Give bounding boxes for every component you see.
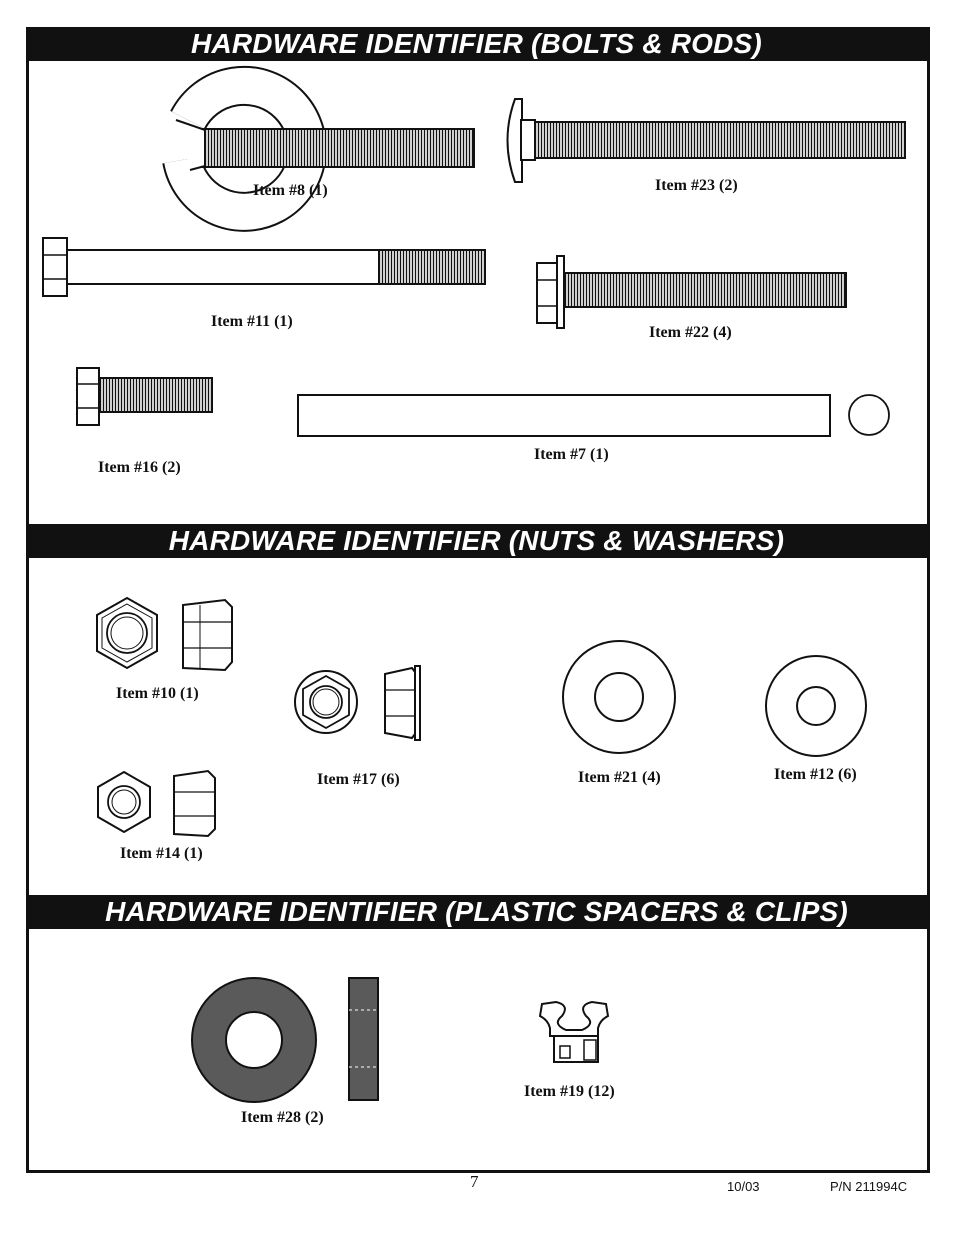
item-23-label: Item #23 (2) — [655, 177, 738, 194]
item-7-label: Item #7 (1) — [534, 446, 609, 463]
hex-bolt-long-drawing — [43, 238, 485, 296]
revision-date: 10/03 — [727, 1179, 760, 1194]
item-16-label: Item #16 (2) — [98, 459, 181, 476]
item-10-label: Item #10 (1) — [116, 685, 199, 702]
item-12-label: Item #12 (6) — [774, 766, 857, 783]
item-14-label: Item #14 (1) — [120, 845, 203, 862]
rod-drawing — [298, 395, 889, 436]
clip-drawing — [540, 1002, 608, 1062]
item-11-label: Item #11 (1) — [211, 313, 293, 330]
flange-bolt-drawing — [537, 256, 846, 328]
carriage-bolt-drawing — [508, 99, 906, 182]
item-28-label: Item #28 (2) — [241, 1109, 324, 1126]
flange-nut-drawing — [295, 666, 420, 740]
plastic-spacer-drawing — [192, 978, 378, 1102]
section-title-spacers: HARDWARE IDENTIFIER (PLASTIC SPACERS & CLIPS) — [26, 895, 927, 929]
section-title-bolts: HARDWARE IDENTIFIER (BOLTS & RODS) — [26, 27, 927, 61]
item-8-label: Item #8 (1) — [253, 182, 328, 199]
hex-bolt-short-drawing — [77, 368, 212, 425]
item-19-label: Item #19 (12) — [524, 1083, 615, 1100]
item-21-label: Item #21 (4) — [578, 769, 661, 786]
washer-small-drawing — [766, 656, 866, 756]
washer-large-drawing — [563, 641, 675, 753]
item-17-label: Item #17 (6) — [317, 771, 400, 788]
page-number: 7 — [470, 1172, 479, 1191]
hex-nut-small-drawing — [98, 771, 215, 836]
item-22-label: Item #22 (4) — [649, 324, 732, 341]
section-title-nuts: HARDWARE IDENTIFIER (NUTS & WASHERS) — [26, 524, 927, 558]
hex-nut-large-drawing — [97, 598, 232, 670]
part-number: P/N 211994C — [830, 1179, 908, 1194]
